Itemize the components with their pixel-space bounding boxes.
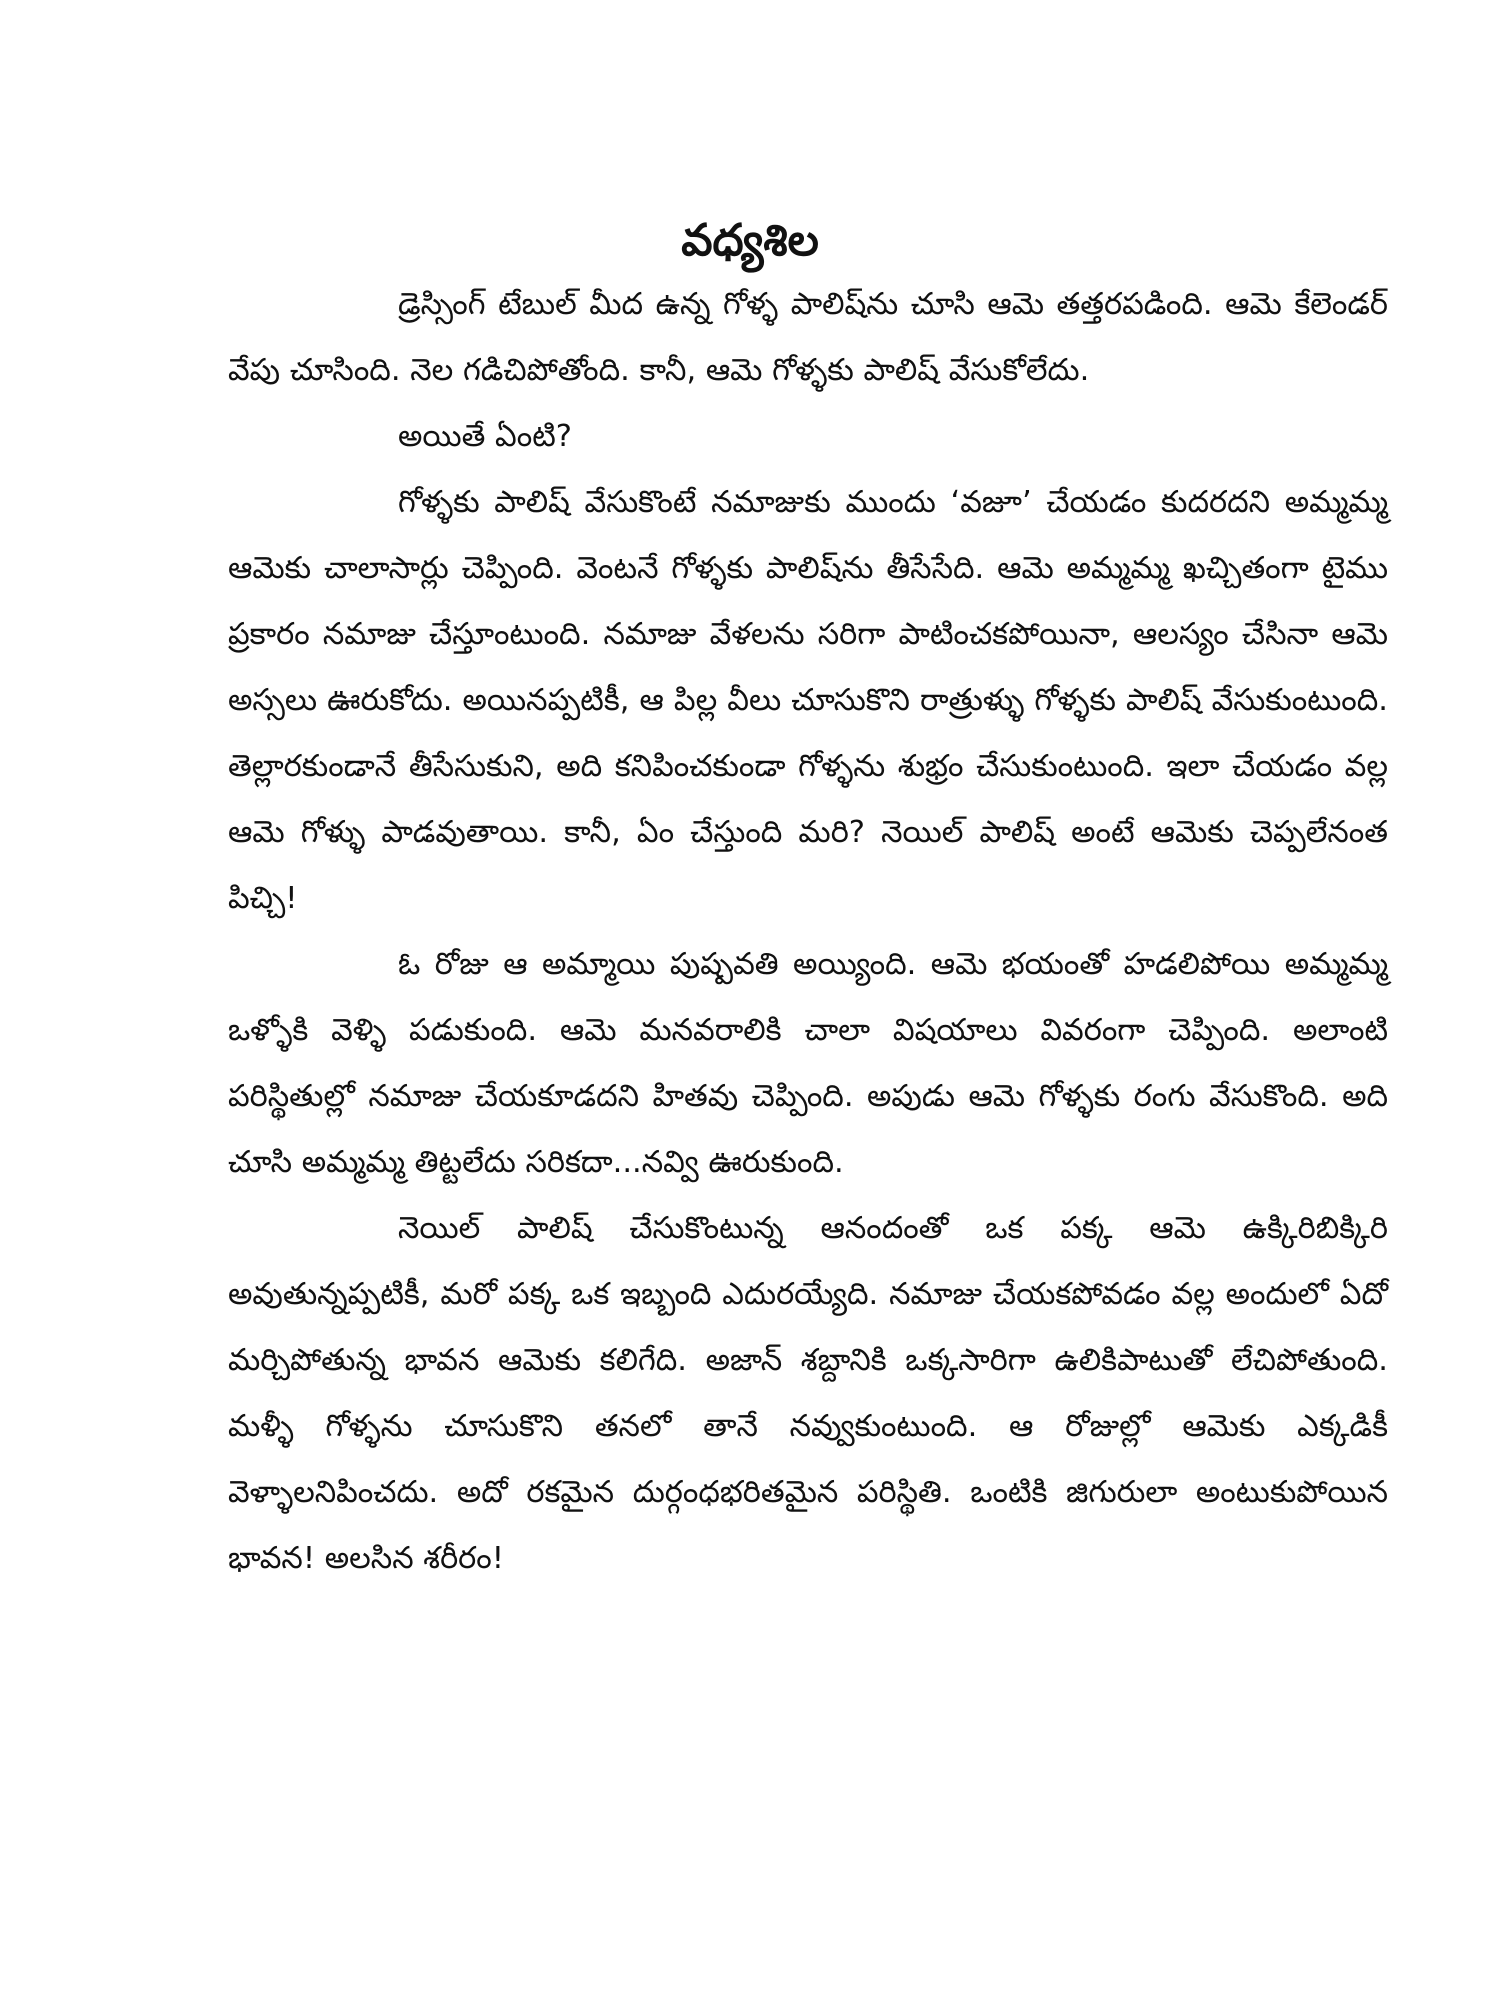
paragraph-4: ఓ రోజు ఆ అమ్మాయి పుష్పవతి అయ్యింది. ఆమె భయంతో హడలిపోయి అమ్మమ్మ ఒళ్ళోకి వెళ్ళి పడుకుంది. ఆమె మనవరాలికి చాలా విషయాలు వివరంగా చెప్పింది. అలాంటి పరిస్థితుల్లో నమాజు చేయకూడదని హితవు చెప్పింది. అపుడు ఆమె గోళ్ళకు రంగు వేసుకొంది. అది చూసి అమ్మమ్మ తిట్టలేదు సరికదా...నవ్వి ఊరుకుంది. (228, 947, 1388, 1180)
body-text (228, 272, 1388, 1592)
paragraph-1: డ్రెస్సింగ్ టేబుల్ మీద ఉన్న గోళ్ళ పాలిష్‌ను చూసి ఆమె తత్తరపడింది. ఆమె కేలెండర్ వేపు చూసింది. నెల గడిచిపోతోంది. కానీ, ఆమె గోళ్ళకు పాలిష్ వేసుకోలేదు. (228, 287, 1388, 388)
paragraph-5: నెయిల్ పాలిష్ చేసుకొంటున్న ఆనందంతో ఒక పక్క ఆమె ఉక్కిరిబిక్కిరి అవుతున్నప్పటికీ, మరో పక్క ఒక ఇబ్బంది ఎదురయ్యేది. నమాజు చేయకపోవడం వల్ల అందులో ఏదో మర్చిపోతున్న భావన ఆమెకు కలిగేది. అజాన్ శబ్దానికి ఒక్కసారిగా ఉలికిపాటుతో లేచిపోతుంది. మళ్ళీ గోళ్ళను చూసుకొని తనలో తానే నవ్వుకుంటుంది. ఆ రోజుల్లో ఆమెకు ఎక్కడికీ వెళ్ళాలనిపించదు. అదో రకమైన దుర్గంధభరితమైన పరిస్థితి. ఒంటికి జిగురులా అంటుకుపోయిన భావన! అలసిన శరీరం! (228, 1211, 1388, 1576)
paragraph-2: అయితే ఏంటి? (398, 419, 572, 454)
page-title: వధ్యశిల (681, 215, 819, 267)
paragraph-3: గోళ్ళకు పాలిష్ వేసుకొంటే నమాజుకు ముందు ‘వజూ’ చేయడం కుదరదని అమ్మమ్మ ఆమెకు చాలాసార్లు చెప్పింది. వెంటనే గోళ్ళకు పాలిష్‌ను తీసేసేది. ఆమె అమ్మమ్మ ఖచ్చితంగా టైము ప్రకారం నమాజు చేస్తూంటుంది. నమాజు వేళలను సరిగా పాటించకపోయినా, ఆలస్యం చేసినా ఆమె అస్సలు ఊరుకోదు. అయినప్పటికీ, ఆ పిల్ల వీలు చూసుకొని రాత్రుళ్ళు గోళ్ళకు పాలిష్ వేసుకుంటుంది. తెల్లారకుండానే తీసేసుకుని, అది కనిపించకుండా గోళ్ళను శుభ్రం చేసుకుంటుంది. ఇలా చేయడం వల్ల ఆమె గోళ్ళు పాడవుతాయి. కానీ, ఏం చేస్తుంది మరి? నెయిల్ పాలిష్ అంటే ఆమెకు చెప్పలేనంత పిచ్చి! (228, 485, 1388, 916)
